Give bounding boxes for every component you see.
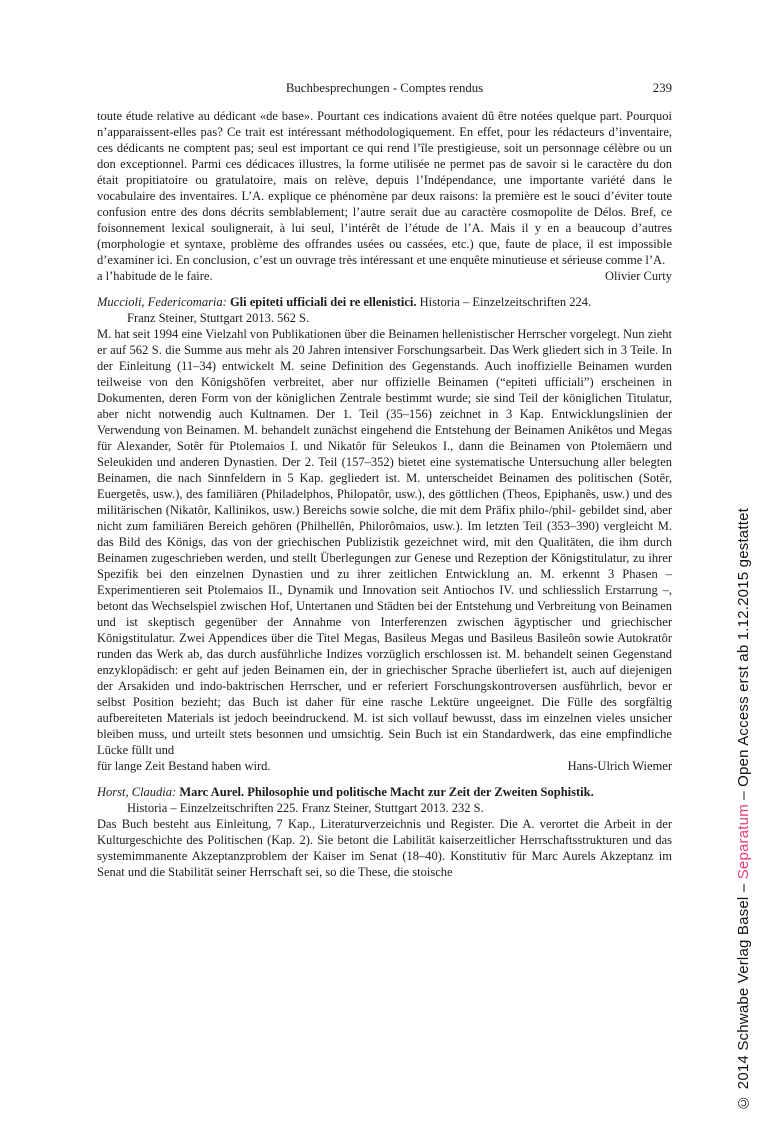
running-head-title: Buchbesprechungen - Comptes rendus bbox=[285, 81, 484, 95]
review-imprint: Historia – Einzelzeitschriften 225. Franz Steiner, Stuttgart 2013. 232 S. bbox=[127, 801, 484, 815]
signature-row bbox=[97, 268, 672, 284]
spine-copyright: © 2014 Schwabe Verlag Basel – bbox=[735, 879, 752, 1111]
review-heading bbox=[97, 294, 672, 310]
running-header bbox=[97, 80, 672, 96]
copyright-spine bbox=[735, 508, 752, 1111]
reviewer-signature: Olivier Curty bbox=[604, 269, 672, 283]
review-horst bbox=[97, 784, 672, 880]
review-author: Muccioli, Federicomaria: bbox=[97, 295, 227, 309]
review-imprint: Franz Steiner, Stuttgart 2013. 562 S. bbox=[127, 311, 310, 325]
spine-separatum: Separatum bbox=[735, 804, 752, 880]
review-title: Gli epiteti ufficiali dei re ellenistici. bbox=[229, 295, 417, 309]
review-heading bbox=[97, 784, 672, 800]
review-muccioli bbox=[97, 294, 672, 774]
review-body: Das Buch besteht aus Einleitung, 7 Kap., Literaturverzeichnis und Register. Die A. verortet die Arbeit in der Kulturgeschichte des Politischen (Kap. 2). Sie betont die Labilität kaiserzeitlicher Herrschaftsstrukturen und das systemimmanente Akzeptanzproblem der Kaiser im Senat (18–40). Konstitutiv für Marc Aurels Akzeptanz im Senat und die Stabilität seiner Herrschaft sei, so die These, die stoische bbox=[97, 817, 672, 879]
review-author: Horst, Claudia: bbox=[97, 785, 177, 799]
review-title: Marc Aurel. Philosophie und politische Macht zur Zeit der Zweiten Sophistik. bbox=[179, 785, 594, 799]
review-series: Historia – Einzelzeitschriften 224. bbox=[419, 295, 592, 309]
text-column bbox=[97, 80, 672, 880]
page-number: 239 bbox=[652, 81, 672, 95]
review-body: toute étude relative au dédicant «de base». Pourtant ces indications avaient dû être notées quelque part. Pourquoi n’apparaissent-elles pas? Ce trait est intéressant méthodologiquement. En effet, pour les rédacteurs d’inventaire, ces dédicants ne comptent pas; seul est important ce qui rend l’île prestigieuse, soit un personnage célèbre ou un don exceptionnel. Parmi ces dédicaces illustres, la forme utilisée ne permet pas de savoir si le caractère du don était propitiatoire ou gratulatoire, mais on relève, depuis l’Indépendance, une importante variété dans le vocabulaire des inventaires. L’A. explique ce phénomène par deux raisons: la première est le souci d’éviter toute confusion entre des dons décrits semblablement; l’autre serait due au caractère cosmopolite de Délos. Bref, ce foisonnement lexical soulignerait, à lui seul, l’intérêt de l’étude de l’A. Mais il y en a beaucoup d’autres (morphologie et syntaxe, problème des offrandes usées ou cassées, etc.) que, faute de place, il est impossible d’examiner ici. En conclusion, c’est un ouvrage très intéressant et une enquête minutieuse et sérieuse comme l’A. bbox=[97, 109, 672, 267]
reviewer-signature: Hans-Ulrich Wiemer bbox=[567, 759, 672, 773]
closing-line: für lange Zeit Bestand haben wird. bbox=[97, 759, 271, 773]
closing-line: a l’habitude de le faire. bbox=[97, 269, 213, 283]
spine-access: – Open Access erst ab 1.12.2015 gestattet bbox=[735, 508, 752, 805]
review-body: M. hat seit 1994 eine Vielzahl von Publikationen über die Beinamen hellenistischer Herrscher vorgelegt. Nun zieht er auf 562 S. die Summe aus mehr als 20 Jahren intensiver Forschungsarbeit. Das Werk gliedert sich in 3 Teile. In der Einleitung (11–34) entwickelt M. seine Definition des Gegenstands. Auch inoffizielle Beinamen wurden teilweise von den Königshöfen verbreitet, aber nur offizielle Beinamen (“epiteti ufficiali”) erscheinen in Dokumenten, deren Form von der königlichen Zentrale bestimmt wurde; sie sind Teil der königlichen Titulatur, aber nicht notwendig auch Kultnamen. Der 1. Teil (35–156) zeichnet in 3 Kap. Entwicklungslinien der Verwendung von Beinamen. M. behandelt zunächst eingehend die Entstehung der Beinamen Anikêtos und Megas für Alexander, Sotêr für Ptolemaios I. und Nikatôr für Seleukos I., dann die Beinamen von Ptolemäern und Seleukiden und anderen Dynastien. Der 2. Teil (157–352) bietet eine systematische Untersuchung aller belegten Beinamen, die nach Sinnfeldern in 5 Kap. gegliedert ist. M. unterscheidet Beinamen des politischen (Sotêr, Euergetês, usw.), des familiären (Philadelphos, Philopatôr, usw.), des göttlichen (Theos, Epiphanês, usw.) und des militärischen (Nikatôr, Kallinikos, usw.) Bereichs sowie solche, die mit dem Präfix philo-/phil- gebildet sind, aber nicht zum familiären Bereich gehören (Philhellên, Philorômaios, usw.). Im letzten Teil (353–390) vergleicht M. das Bild des Königs, das von der griechischen Publizistik gezeichnet wird, mit den Qualitäten, die ihm durch Beinamen zugeschrieben werden, und stellt Überlegungen zur Genese und Rezeption der Königstitulatur, zu ihrer Spezifik bei den einzelnen Dynastien und zu ihrer zeitlichen Entwicklung an. M. erkennt 3 Phasen – Experimentieren seit Ptolemaios II., Dynamik und Innovation seit Antiochos IV. und schliesslich Erstarrung –, betont das Wechselspiel zwischen Hof, Untertanen und Städten bei der Entstehung und Verbreitung von Beinamen und ist skeptisch gegenüber der Annahme von Interferenzen zwischen ägyptischer und griechischer Königstitulatur. Zwei Appendices über die Titel Megas, Basileus Megas und Basileus Basileôn sowie Autokratôr runden das Werk ab, das durch ausführliche Indizes vorzüglich erschlossen ist. M. behandelt seinen Gegenstand enzyklopädisch: er geht auf jeden Beinamen ein, der in griechischer Sprache überliefert ist, auch auf diejenigen der Arsakiden und indo-baktrischen Herrscher, und er referiert Forschungskontroversen ausführlich, bevor er selbst Position bezieht; das Buch ist daher für eine rasche Lektüre ungeeignet. Die Fülle des sorgfältig aufbereiteten Materials ist jedoch beeindruckend. M. ist sich vollauf bewusst, dass im einzelnen vieles unsicher bleiben muss, und urteilt stets besonnen und umsichtig. Sein Buch ist ein Standardwerk, das eine empfindliche Lücke füllt und bbox=[97, 327, 672, 757]
review-continuation bbox=[97, 108, 672, 284]
signature-row bbox=[97, 758, 672, 774]
